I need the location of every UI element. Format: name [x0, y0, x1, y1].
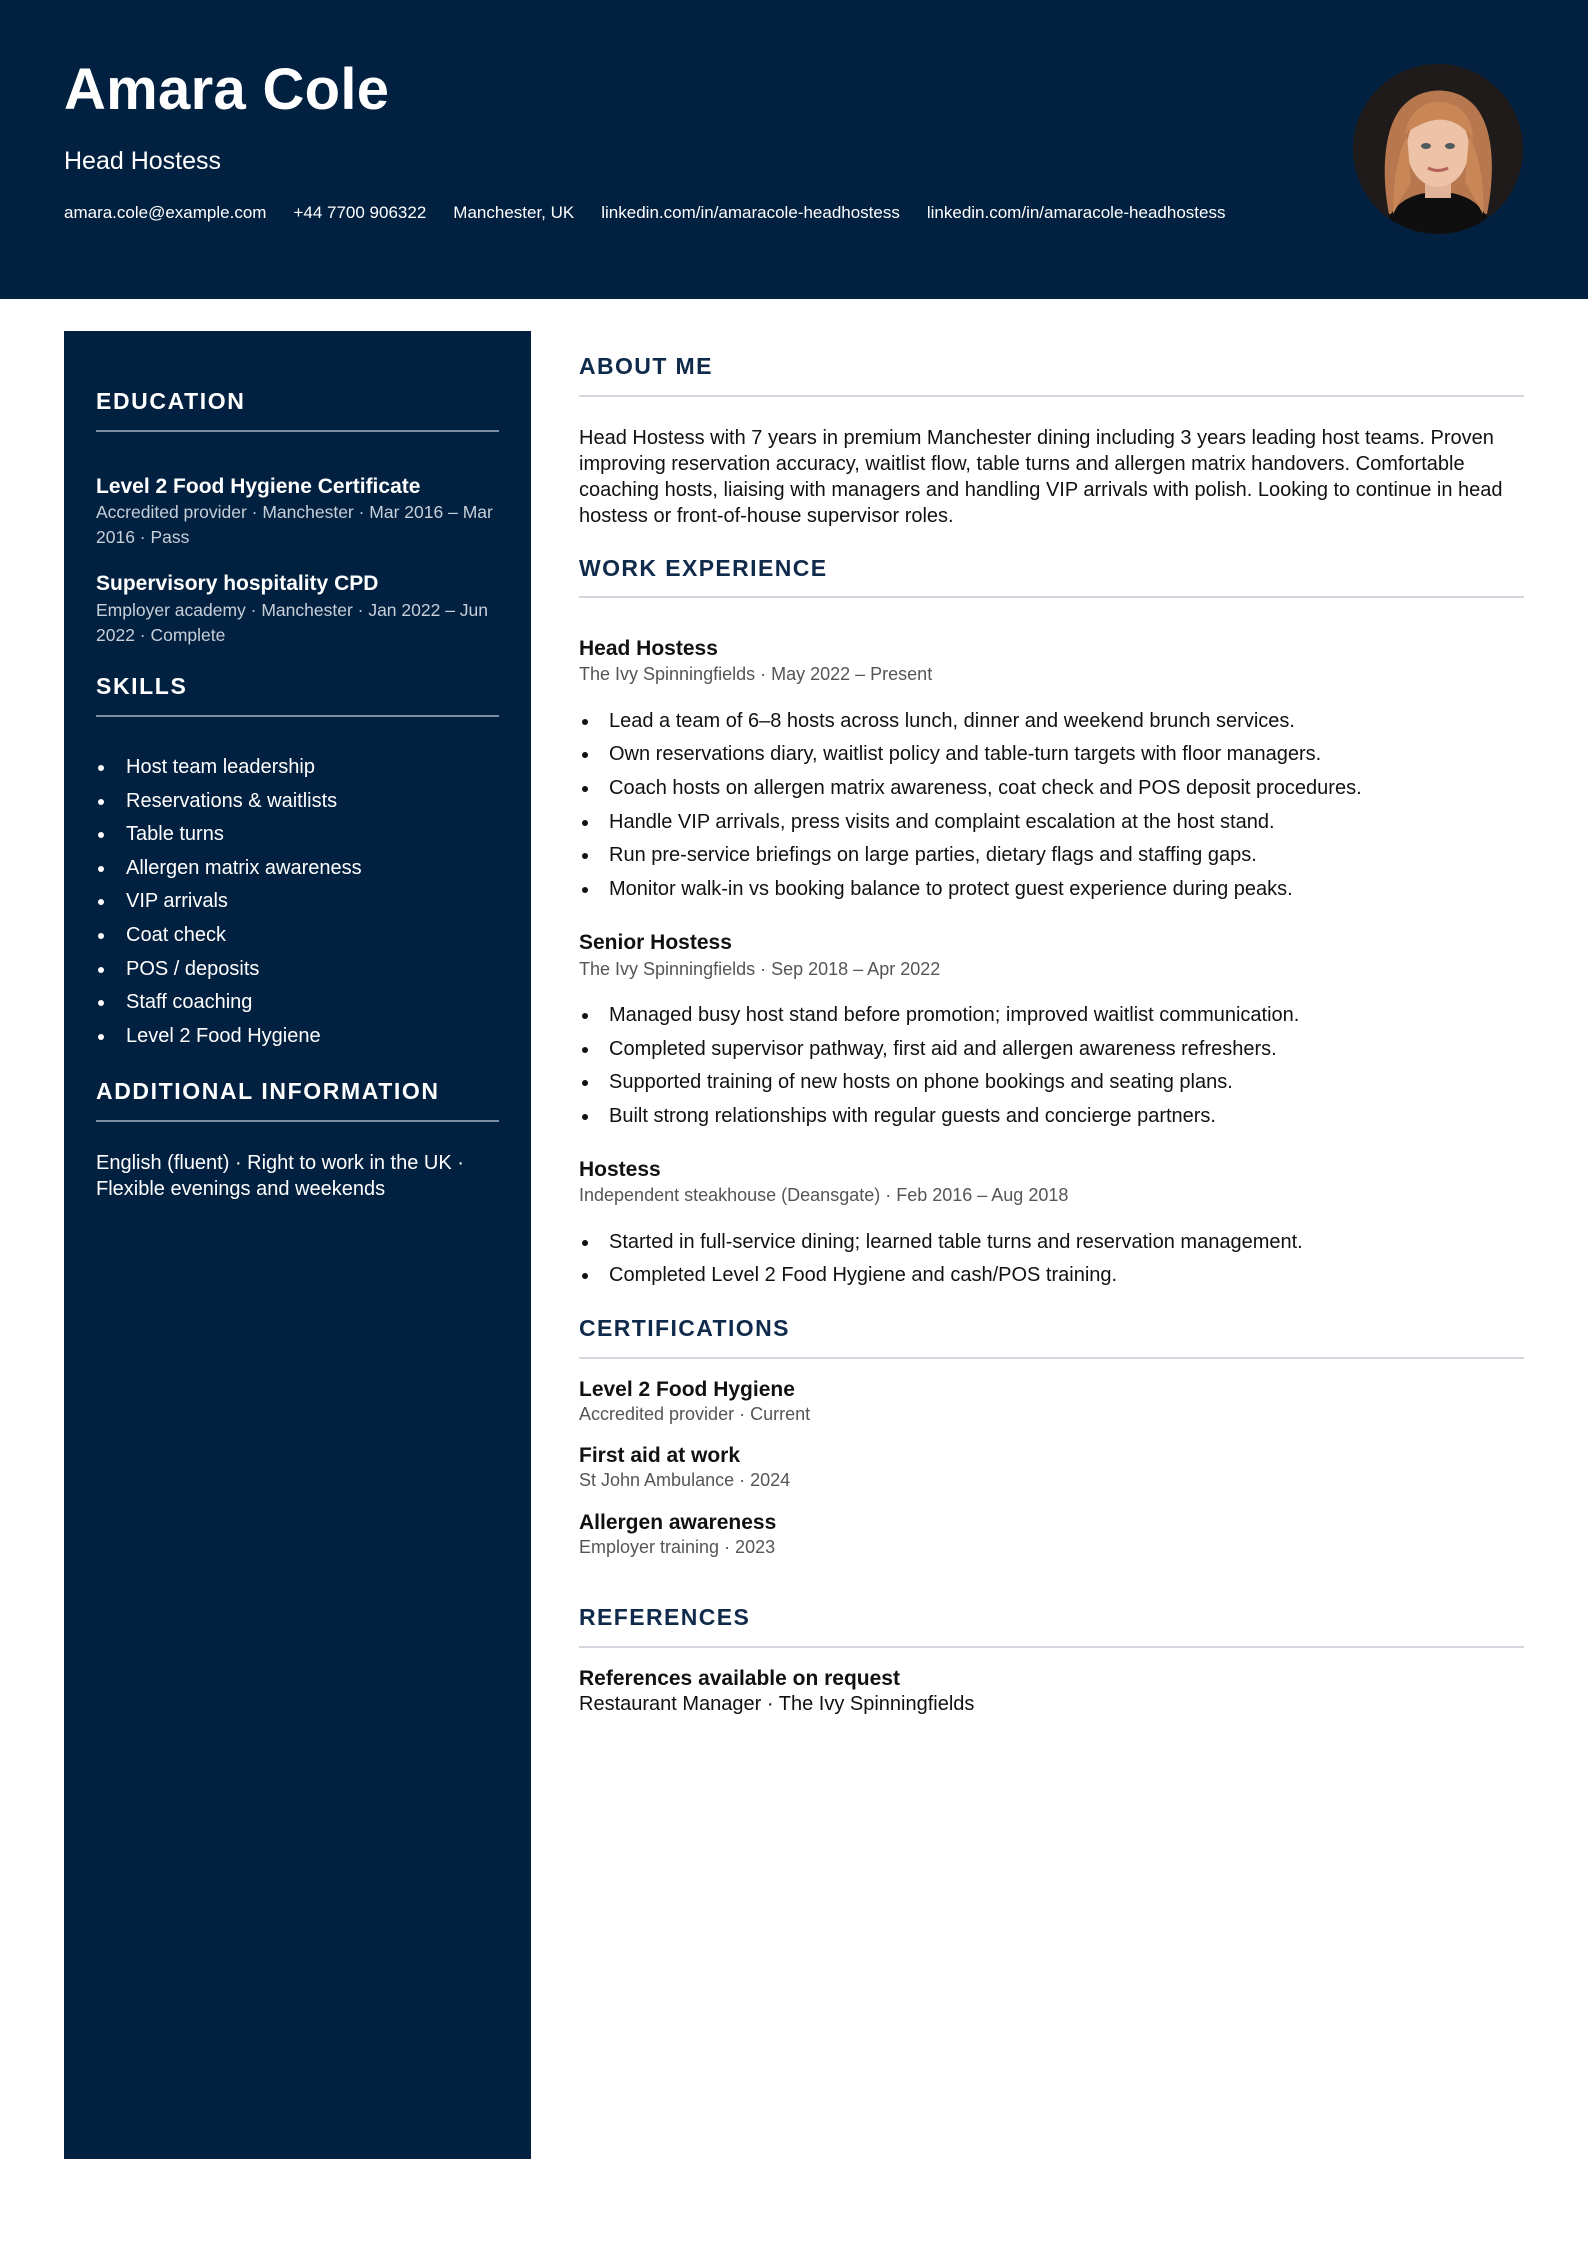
education-meta: Accredited provider · Manchester · Mar 2016 – Mar 2016 · Pass	[96, 501, 493, 547]
job-bullet: Supported training of new hosts on phone bookings and seating plans.	[579, 1066, 1524, 1100]
contact-phone[interactable]: +44 7700 906322	[293, 203, 427, 222]
references-meta: Restaurant Manager · The Ivy Spinningfields	[579, 1693, 975, 1716]
job-bullet: Own reservations diary, waitlist policy and table-turn targets with floor managers.	[579, 738, 1524, 772]
job-entry	[579, 1157, 1524, 1293]
skills-list	[96, 751, 499, 1053]
job-bullet: Managed busy host stand before promotion; improved waitlist communication.	[579, 999, 1524, 1033]
job-bullet: Run pre-service briefings on large parties, dietary flags and staffing gaps.	[579, 839, 1524, 873]
education-item	[96, 571, 499, 647]
contact-linkedin-secondary[interactable]: linkedin.com/in/amaracole-headhostess	[926, 203, 1226, 222]
resume-header	[0, 0, 1588, 299]
job-bullet: Started in full-service dining; learned table turns and reservation management.	[579, 1226, 1524, 1260]
additional-info-text: English (fluent) · Right to work in the UK · Flexible evenings and weekends	[96, 1151, 464, 1201]
job-headline: Head Hostess	[64, 147, 222, 175]
candidate-name: Amara Cole	[64, 57, 390, 122]
job-bullets	[579, 999, 1524, 1133]
experience-heading: WORK EXPERIENCE	[579, 555, 1524, 599]
contact-linkedin[interactable]: linkedin.com/in/amaracole-headhostess	[601, 203, 900, 222]
skill-item: Coat check	[96, 919, 499, 953]
skill-item: Allergen matrix awareness	[96, 852, 499, 886]
certification-meta: Employer training · 2023	[579, 1536, 776, 1557]
job-bullet: Built strong relationships with regular guests and concierge partners.	[579, 1100, 1524, 1134]
education-item	[96, 474, 499, 550]
references-heading: REFERENCES	[579, 1604, 1524, 1648]
job-meta: Independent steakhouse (Deansgate) · Feb 2016 – Aug 2018	[579, 1185, 1069, 1206]
additional-info-heading: ADDITIONAL INFORMATION	[96, 1078, 499, 1122]
references-block	[579, 1666, 1524, 1717]
certification-item	[579, 1377, 1524, 1427]
profile-photo	[1353, 64, 1523, 234]
skill-item: Host team leadership	[96, 751, 499, 785]
certifications-heading: CERTIFICATIONS	[579, 1315, 1524, 1359]
skill-item: Reservations & waitlists	[96, 785, 499, 819]
job-bullet: Lead a team of 6–8 hosts across lunch, dinner and weekend brunch services.	[579, 705, 1524, 739]
contact-email[interactable]: amara.cole@example.com	[64, 203, 267, 222]
contact-row	[64, 203, 1225, 223]
job-title: Senior Hostess	[579, 931, 732, 955]
skill-item: Staff coaching	[96, 986, 499, 1020]
skill-item: Level 2 Food Hygiene	[96, 1020, 499, 1054]
education-meta: Employer academy · Manchester · Jan 2022 – Jun 2022 · Complete	[96, 599, 488, 645]
references-title: References available on request	[579, 1666, 900, 1690]
job-bullet: Monitor walk-in vs booking balance to protect guest experience during peaks.	[579, 873, 1524, 907]
certification-meta: St John Ambulance · 2024	[579, 1470, 791, 1491]
education-list	[96, 474, 499, 648]
certification-title: First aid at work	[579, 1444, 741, 1468]
certifications-list	[579, 1377, 1524, 1560]
job-bullet: Completed supervisor pathway, first aid and allergen awareness refreshers.	[579, 1033, 1524, 1067]
skill-item: VIP arrivals	[96, 885, 499, 919]
job-bullet: Completed Level 2 Food Hygiene and cash/POS training.	[579, 1259, 1524, 1293]
main-content	[579, 353, 1524, 1717]
job-meta: The Ivy Spinningfields · May 2022 – Present	[579, 664, 933, 685]
contact-location: Manchester, UK	[453, 203, 575, 222]
job-bullet: Handle VIP arrivals, press visits and complaint escalation at the host stand.	[579, 806, 1524, 840]
certification-meta: Accredited provider · Current	[579, 1403, 811, 1424]
job-title: Head Hostess	[579, 637, 718, 661]
about-text: Head Hostess with 7 years in premium Manchester dining including 3 years leading host teams. Proven improving reservation accuracy, waitlist flow, table turns and allergen matrix handovers. Comfortable coaching hosts, liaising with managers and handling VIP arrivals with polish. Looking to continue in head hostess or front-of-house supervisor roles.	[579, 426, 1503, 527]
job-title: Hostess	[579, 1158, 661, 1182]
certification-title: Allergen awareness	[579, 1510, 777, 1534]
job-entry	[579, 636, 1524, 906]
education-title: Level 2 Food Hygiene Certificate	[96, 474, 421, 498]
experience-list	[579, 636, 1524, 1293]
skill-item: POS / deposits	[96, 953, 499, 987]
skills-heading: SKILLS	[96, 673, 499, 717]
job-bullets	[579, 1226, 1524, 1293]
education-heading: EDUCATION	[96, 388, 499, 432]
about-heading: ABOUT ME	[579, 353, 1524, 397]
education-title: Supervisory hospitality CPD	[96, 572, 379, 596]
job-bullet: Coach hosts on allergen matrix awareness, coat check and POS deposit procedures.	[579, 772, 1524, 806]
job-bullets	[579, 705, 1524, 907]
job-meta: The Ivy Spinningfields · Sep 2018 – Apr 2022	[579, 958, 941, 979]
skill-item: Table turns	[96, 818, 499, 852]
sidebar	[64, 331, 531, 2159]
job-entry	[579, 930, 1524, 1133]
portrait-photo-icon	[1353, 64, 1523, 234]
certification-item	[579, 1510, 1524, 1560]
certification-title: Level 2 Food Hygiene	[579, 1377, 795, 1401]
certification-item	[579, 1443, 1524, 1493]
